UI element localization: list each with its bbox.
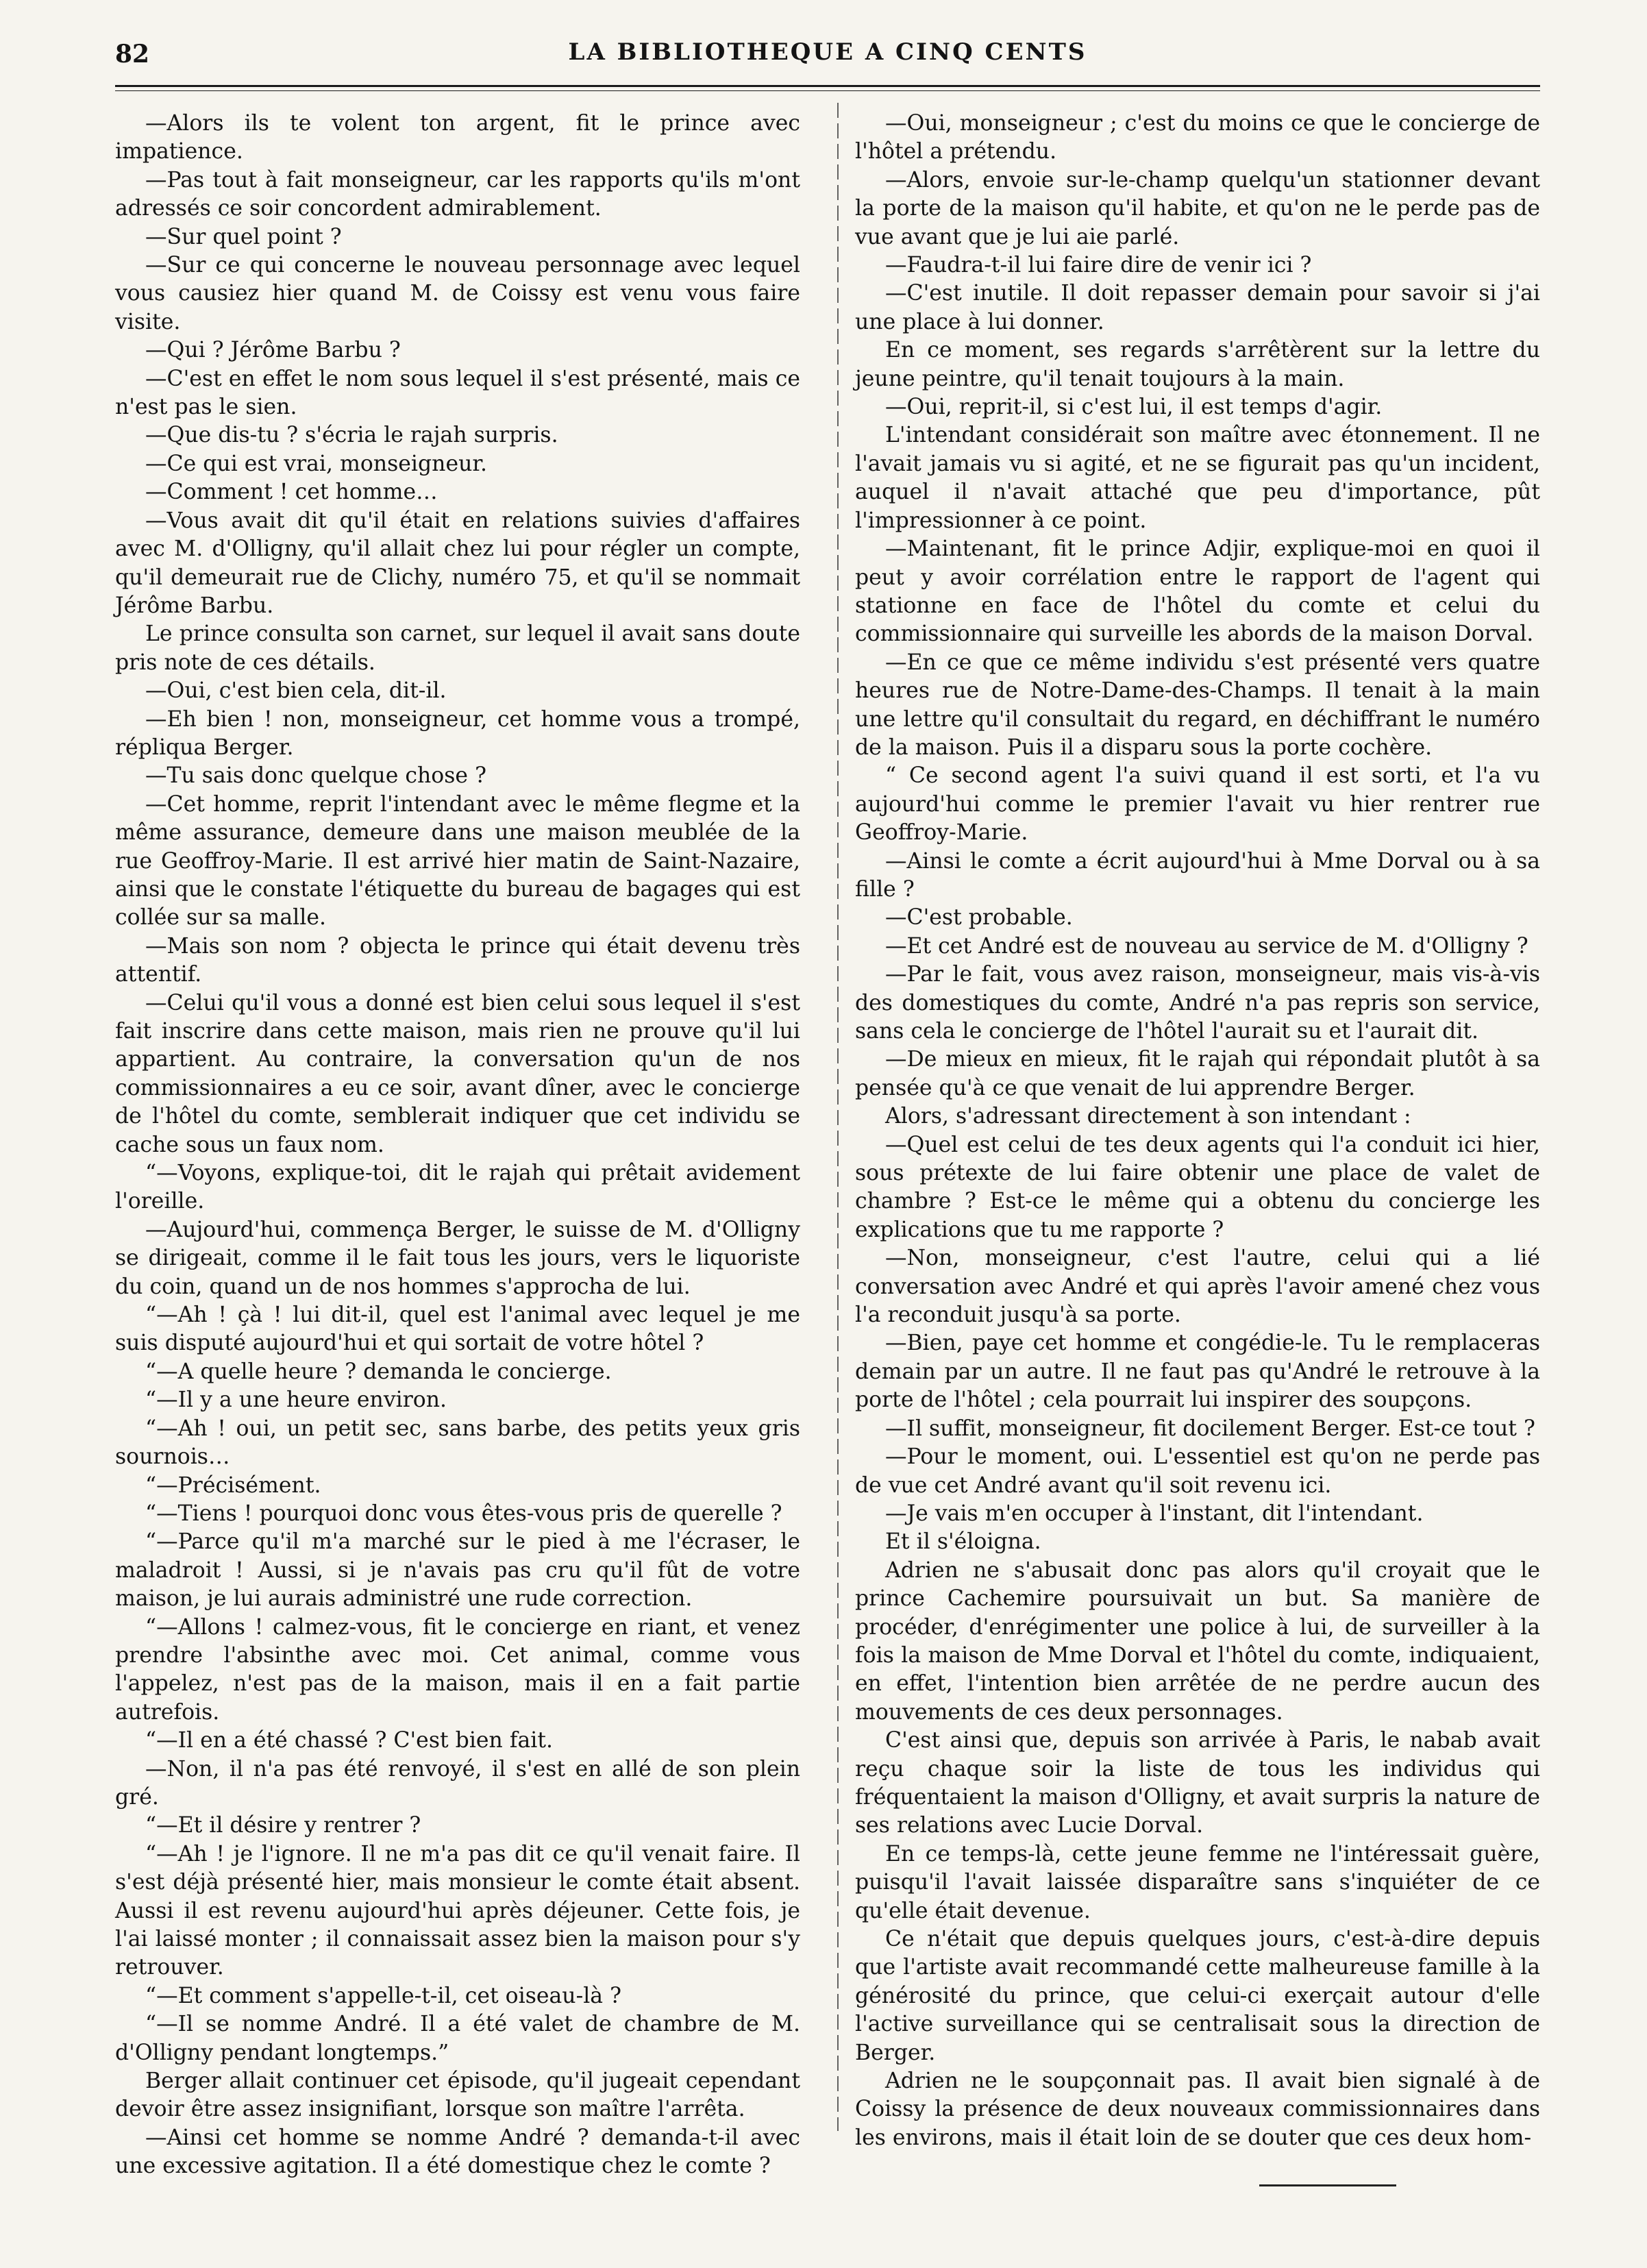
paragraph: —Non, il n'a pas été renvoyé, il s'est en allé de son plein gré. bbox=[115, 1756, 800, 1810]
paragraph: “—Parce qu'il m'a marché sur le pied à me l'écraser, le maladroit ! Aussi, si je n'avais pas cru qu'il fût de votre maison, je lui aurais administré une rude correction. bbox=[115, 1529, 800, 1612]
paragraph: —Bien, paye cet homme et congédie-le. Tu le remplaceras demain par un autre. Il ne faut pas qu'André le retrouve à la porte de l'hôtel ; cela pourrait lui inspirer des soupçons. bbox=[855, 1331, 1540, 1413]
paragraph: —Cet homme, reprit l'intendant avec le même flegme et la même assurance, demeure dans une maison meublée de la rue Geoffroy-Marie. Il est arrivé hier matin de Saint-Nazaire, ainsi que le constate l'étiquette du bureau de bagages qui est collée sur sa malle. bbox=[115, 791, 800, 930]
paragraph: —Oui, reprit-il, si c'est lui, il est temps d'agir. bbox=[885, 395, 1383, 420]
footer-rule bbox=[1259, 2184, 1396, 2186]
paragraph: —Il suffit, monseigneur, fit docilement Berger. Est-ce tout ? bbox=[885, 1416, 1535, 1441]
paragraph: —Oui, monseigneur ; c'est du moins ce que le concierge de l'hôtel a prétendu. bbox=[855, 111, 1540, 164]
paragraph: “—Ah ! oui, un petit sec, sans barbe, des petits yeux gris sournois… bbox=[115, 1416, 800, 1470]
paragraph: —Aujourd'hui, commença Berger, le suisse de M. d'Olligny se dirigeait, comme il le fait tous les jours, vers le liquoriste du coin, quand un de nos hommes s'approcha de lui. bbox=[115, 1217, 800, 1299]
paragraph: —Et cet André est de nouveau au service de M. d'Olligny ? bbox=[885, 933, 1528, 959]
paragraph: —C'est inutile. Il doit repasser demain pour savoir si j'ai une place à lui donner. bbox=[855, 281, 1540, 334]
paragraph: Ce n'était que depuis quelques jours, c'est-à-dire depuis que l'artiste avait recommandé cette malheureuse famille à la générosité du prince, que celui-ci exerçait autour d'elle l'active surveillance qui se centralisait sous la direction de Berger. bbox=[855, 1927, 1540, 2065]
paragraph: “—A quelle heure ? demanda le concierge. bbox=[145, 1359, 612, 1384]
paragraph: En ce moment, ses regards s'arrêtèrent sur la lettre du jeune peintre, qu'il tenait toujours à la main. bbox=[855, 338, 1540, 391]
paragraph: “—Ah ! çà ! lui dit-il, quel est l'animal avec lequel je me suis disputé aujourd'hui et qui sortait de votre hôtel ? bbox=[115, 1303, 800, 1356]
paragraph: —Alors, envoie sur-le-champ quelqu'un stationner devant la porte de la maison qu'il habite, et qu'on ne le perde pas de vue avant que je lui aie parlé. bbox=[855, 167, 1540, 249]
paragraph: L'intendant considérait son maître avec étonnement. Il ne l'avait jamais vu si agité, et ne se figurait pas qu'un incident, auquel il n'avait attaché que peu d'importance, pût l'impressionner à ce point. bbox=[855, 423, 1540, 533]
paragraph: “—Voyons, explique-toi, dit le rajah qui prêtait avidement l'oreille. bbox=[115, 1161, 800, 1214]
paragraph: —Vous avait dit qu'il était en relations suivies d'affaires avec M. d'Olligny, qu'il allait chez lui pour régler un compte, qu'il demeurait rue de Clichy, numéro 75, et qu'il se nommait Jérôme Barbu. bbox=[115, 508, 800, 618]
paragraph: —Quel est celui de tes deux agents qui l'a conduit ici hier, sous prétexte de lui faire obtenir une place de valet de chambre ? Est-ce le même qui a obtenu du concierge les explications que tu me rapporte ? bbox=[855, 1132, 1540, 1242]
paragraph: En ce temps-là, cette jeune femme ne l'intéressait guère, puisqu'il l'avait laissée disparaître sans s'inquiéter de ce qu'elle était devenue. bbox=[855, 1841, 1540, 1923]
paragraph: —Tu sais donc quelque chose ? bbox=[145, 763, 486, 789]
paragraph: “—Allons ! calmez-vous, fit le concierge en riant, et venez prendre l'absinthe avec moi. Cet animal, comme vous l'appelez, n'est pas de la maison, mais il en a fait partie autrefois. bbox=[115, 1614, 800, 1725]
paragraph: —Oui, c'est bien cela, dit-il. bbox=[145, 678, 447, 704]
paragraph: —Ce qui est vrai, monseigneur. bbox=[145, 451, 488, 476]
column-divider bbox=[837, 103, 839, 2131]
paragraph: “—Il se nomme André. Il a été valet de chambre de M. d'Olligny pendant longtemps.” bbox=[115, 2012, 800, 2065]
paragraph: “—Précisément. bbox=[145, 1472, 321, 1498]
paragraph: Et il s'éloigna. bbox=[885, 1529, 1041, 1555]
running-title: LA BIBLIOTHEQUE A CINQ CENTS bbox=[568, 38, 1087, 66]
paragraph: “—Et il désire y rentrer ? bbox=[145, 1813, 421, 1838]
page-header bbox=[115, 36, 1540, 77]
page-number: 82 bbox=[115, 40, 150, 69]
paragraph: —Alors ils te volent ton argent, fit le prince avec impatience. bbox=[115, 111, 800, 164]
paragraph: Adrien ne s'abusait donc pas alors qu'il croyait que le prince Cachemire poursuivait un but. Sa manière de procéder, d'enrégimenter une police à lui, de surveiller à la fois la maison de Mme Dorval et l'hôtel du comte, indiquaient, en effet, l'intention bien arrêtée de ne perdre aucun des mouvements de ces deux personnages. bbox=[855, 1557, 1540, 1725]
paragraph: Le prince consulta son carnet, sur lequel il avait sans doute pris note de ces détails. bbox=[115, 621, 800, 675]
paragraph: —Je vais m'en occuper à l'instant, dit l'intendant. bbox=[885, 1501, 1424, 1526]
paragraph: “—Il y a une heure environ. bbox=[145, 1388, 447, 1413]
paragraph: —Faudra-t-il lui faire dire de venir ici ? bbox=[885, 253, 1312, 278]
paragraph: “—Tiens ! pourquoi donc vous êtes-vous pris de querelle ? bbox=[145, 1501, 782, 1526]
paragraph: —Par le fait, vous avez raison, monseigneur, mais vis-à-vis des domestiques du comte, André n'a pas repris son service, sans cela le concierge de l'hôtel l'aurait su et l'aurait dit. bbox=[855, 962, 1540, 1044]
paragraph: —Pour le moment, oui. L'essentiel est qu'on ne perde pas de vue cet André avant qu'il soit revenu ici. bbox=[855, 1444, 1540, 1498]
paragraph: —De mieux en mieux, fit le rajah qui répondait plutôt à sa pensée qu'à ce que venait de lui apprendre Berger. bbox=[855, 1047, 1540, 1100]
paragraph: —Ainsi cet homme se nomme André ? demanda-t-il avec une excessive agitation. Il a été domestique chez le comte ? bbox=[115, 2125, 800, 2179]
paragraph: —Sur quel point ? bbox=[145, 224, 342, 249]
right-column bbox=[855, 110, 1540, 2150]
paragraph: —Non, monseigneur, c'est l'autre, celui qui a lié conversation avec André et qui après l'avoir amené chez vous l'a reconduit jusqu'à sa porte. bbox=[855, 1246, 1540, 1328]
paragraph: “—Et comment s'appelle-t-il, cet oiseau-là ? bbox=[145, 1983, 621, 2008]
paragraph: —Qui ? Jérôme Barbu ? bbox=[145, 338, 401, 363]
paragraph: —Comment ! cet homme… bbox=[145, 480, 438, 505]
paragraph: —Sur ce qui concerne le nouveau personnage avec lequel vous causiez hier quand M. de Coissy est venu vous faire visite. bbox=[115, 253, 800, 334]
paragraph: Berger allait continuer cet épisode, qu'il jugeait cependant devoir être assez insignifiant, lorsque son maître l'arrêta. bbox=[115, 2069, 800, 2122]
paragraph: Adrien ne le soupçonnait pas. Il avait bien signalé à de Coissy la présence de deux nouveaux commissionnaires dans les environs, mais il était loin de se douter que ces deux hom- bbox=[855, 2069, 1540, 2150]
header-rule bbox=[115, 85, 1540, 87]
paragraph: —Pas tout à fait monseigneur, car les rapports qu'ils m'ont adressés ce soir concordent admirablement. bbox=[115, 167, 800, 221]
paragraph: —Maintenant, fit le prince Adjir, explique-moi en quoi il peut y avoir corrélation entre le rapport de l'agent qui stationne en face de l'hôtel du comte et celui du commissionnaire qui surveille les abords de la maison Dorval. bbox=[855, 537, 1540, 647]
paragraph: “—Il en a été chassé ? C'est bien fait. bbox=[145, 1728, 554, 1753]
paragraph: —C'est probable. bbox=[885, 905, 1073, 930]
paragraph: —C'est en effet le nom sous lequel il s'est présenté, mais ce n'est pas le sien. bbox=[115, 366, 800, 420]
paragraph: —Eh bien ! non, monseigneur, cet homme vous a trompé, répliqua Berger. bbox=[115, 706, 800, 760]
paragraph: C'est ainsi que, depuis son arrivée à Paris, le nabab avait reçu chaque soir la liste de tous les individus qui fréquentaient la maison d'Olligny, et avait surpris la nature de ses relations avec Lucie Dorval. bbox=[855, 1728, 1540, 1838]
paragraph: “ Ce second agent l'a suivi quand il est sorti, et l'a vu aujourd'hui comme le premier l'avait vu hier rentrer rue Geoffroy-Marie. bbox=[855, 763, 1540, 846]
header-rule-thin bbox=[115, 90, 1540, 91]
paragraph: —Celui qu'il vous a donné est bien celui sous lequel il s'est fait inscrire dans cette maison, mais rien ne prouve qu'il lui appartient. Au contraire, la conversation qu'un de nos commissionnaires a eu ce soir, avant dîner, avec le concierge de l'hôtel du comte, semblerait indiquer que cet individu se cache sous un faux nom. bbox=[115, 990, 800, 1157]
left-column bbox=[115, 110, 800, 2179]
paragraph: —En ce que ce même individu s'est présenté vers quatre heures rue de Notre-Dame-des-Champs. Il tenait à la main une lettre qu'il consultait du regard, en déchiffrant le numéro de la maison. Puis il a disparu sous la porte cochère. bbox=[855, 650, 1540, 760]
paragraph: Alors, s'adressant directement à son intendant : bbox=[885, 1104, 1411, 1129]
paragraph: “—Ah ! je l'ignore. Il ne m'a pas dit ce qu'il venait faire. Il s'est déjà présenté hier, mais monsieur le comte était absent. Aussi il est revenu aujourd'hui après déjeuner. Cette fois, je l'ai laissé monter ; il connaissait assez bien la maison pour s'y retrouver. bbox=[115, 1841, 800, 1980]
paragraph: —Que dis-tu ? s'écria le rajah surpris. bbox=[145, 423, 558, 448]
paragraph: —Mais son nom ? objecta le prince qui était devenu très attentif. bbox=[115, 933, 800, 987]
paragraph: —Ainsi le comte a écrit aujourd'hui à Mme Dorval ou à sa fille ? bbox=[855, 848, 1540, 902]
